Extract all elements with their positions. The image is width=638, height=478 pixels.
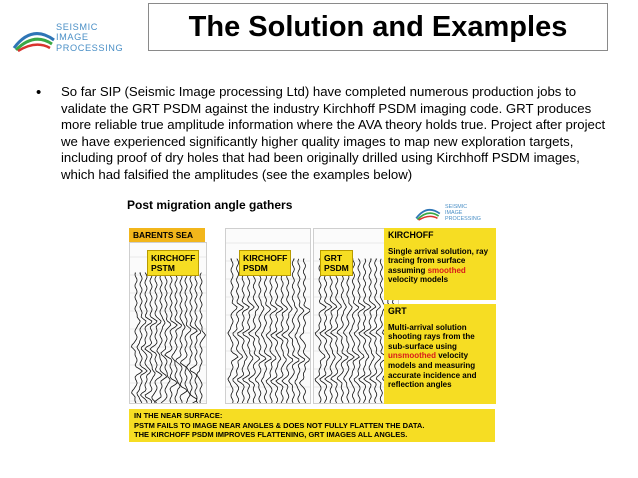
page-title: The Solution and Examples <box>188 10 568 43</box>
panel-tag-kirchoff-psdm: KIRCHOFF PSDM <box>239 250 291 276</box>
caption-line2: PSTM FAILS TO IMAGE NEAR ANGLES & DOES NOT FULLY FLATTEN THE DATA. <box>134 420 425 430</box>
kirchoff-text-before: Single arrival solution, ray tracing from surface assuming <box>388 246 489 275</box>
figure-title: Post migration angle gathers <box>127 198 293 212</box>
figure-logo <box>415 202 495 224</box>
grt-heading: GRT <box>388 306 407 316</box>
location-label: BARENTS SEA <box>129 228 205 242</box>
kirchoff-info-box <box>384 228 496 300</box>
figure-logo-arc-icon <box>415 205 441 221</box>
figure-logo-line3: PROCESSING <box>445 216 481 222</box>
bullet-marker: • <box>36 84 42 101</box>
panel-tag-grt-psdm: GRT PSDM <box>320 250 353 276</box>
logo-text: SEISMIC IMAGE PROCESSING <box>56 22 124 53</box>
grt-text-after: velocity models and measuring accurate incidence and reflection angles <box>388 351 477 390</box>
kirchoff-text-after: velocity models <box>388 275 449 285</box>
angle-gathers-figure <box>127 198 498 444</box>
grt-text-before: Multi-arrival solution shooting rays from the sub-surface using <box>388 322 475 351</box>
title-box <box>148 3 608 51</box>
grt-highlight: unsmoothed <box>388 351 436 361</box>
panel-tag-kirchoff-pstm: KIRCHOFF PSTM <box>147 250 199 276</box>
logo-arc-icon <box>12 26 56 52</box>
figure-logo-line2: IMAGE <box>445 210 463 216</box>
kirchoff-heading: KIRCHOFF <box>388 230 434 240</box>
caption-line1: IN THE NEAR SURFACE: <box>134 411 223 420</box>
figure-logo-line1: SEISMIC <box>445 204 468 210</box>
grt-info-box <box>384 304 496 404</box>
company-logo <box>12 22 140 56</box>
near-surface-caption <box>129 409 495 442</box>
caption-line3: THE KIRCHOFF PSDM IMPROVES FLATTENING, GRT IMAGES ALL ANGLES. <box>134 430 408 440</box>
bullet-text: So far SIP (Seismic Image processing Ltd) have completed numerous production jobs to validate the GRT PSDM against the industry Kirchhoff PSDM imaging code. GRT produces more reliable true amplitude information where the AVA theory holds true. Project after project we have experienced significantly higher quality images to map new exploration targets, including proof of dry holes that had been originally drilled using Kirchhoff PSDM images, which had falsified the amplitudes (see the examples below) <box>61 84 606 182</box>
kirchoff-highlight: smoothed <box>427 265 466 275</box>
